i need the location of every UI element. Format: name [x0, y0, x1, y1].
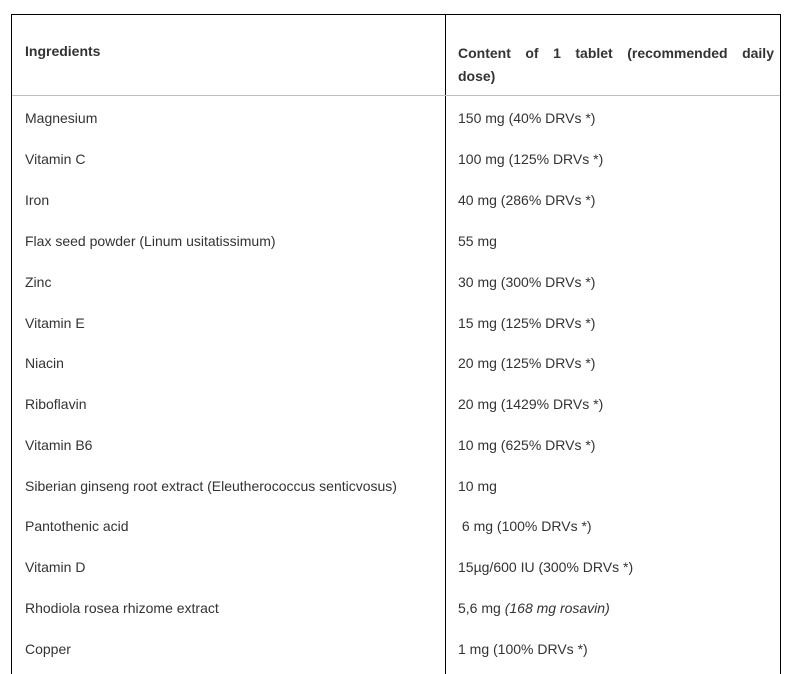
- row-ingredient: Copper: [25, 641, 71, 657]
- row-content: 150 mg (40% DRVs *): [458, 110, 596, 126]
- row-ingredient: Vitamin C: [25, 151, 86, 167]
- row-content: 20 mg (1429% DRVs *): [458, 396, 604, 412]
- row-ingredient: Vitamin B6: [25, 437, 93, 453]
- row-ingredient: Niacin: [25, 355, 64, 371]
- row-ingredient: Riboflavin: [25, 396, 87, 412]
- row-ingredient: Magnesium: [25, 110, 98, 126]
- row-ingredient: Zinc: [25, 274, 52, 290]
- row-content-note: (168 mg rosavin): [504, 600, 610, 616]
- header-content: Content of 1 tablet (recommended daily dose): [458, 45, 774, 84]
- row-content: 5,6 mg: [458, 600, 505, 616]
- row-ingredient: Siberian ginseng root extract (Eleutherococcus senticvosus): [25, 478, 397, 494]
- row-content: 30 mg (300% DRVs *): [458, 274, 596, 290]
- row-content: 10 mg: [458, 478, 497, 494]
- row-ingredient: Vitamin E: [25, 315, 85, 331]
- header-ingredients: Ingredients: [25, 43, 101, 59]
- row-content: 55 mg: [458, 233, 497, 249]
- row-ingredient: Iron: [25, 192, 50, 208]
- row-ingredient: Vitamin D: [25, 559, 86, 575]
- row-ingredient: Pantothenic acid: [25, 518, 129, 534]
- row-content: 20 mg (125% DRVs *): [458, 355, 596, 371]
- row-content: 100 mg (125% DRVs *): [458, 151, 604, 167]
- row-ingredient: Flax seed powder (Linum usitatissimum): [25, 233, 276, 249]
- row-content: 10 mg (625% DRVs *): [458, 437, 596, 453]
- row-content: 6 mg (100% DRVs *): [458, 518, 592, 534]
- row-content-group: [458, 599, 610, 617]
- column-divider: [445, 15, 446, 674]
- row-content: 40 mg (286% DRVs *): [458, 192, 596, 208]
- row-ingredient: Rhodiola rosea rhizome extract: [25, 600, 219, 616]
- row-content: 1 mg (100% DRVs *): [458, 641, 588, 657]
- header-divider: [12, 95, 780, 96]
- row-content: 15 mg (125% DRVs *): [458, 315, 596, 331]
- ingredients-table: [11, 14, 781, 674]
- row-content: 15µg/600 IU (300% DRVs *): [458, 559, 634, 575]
